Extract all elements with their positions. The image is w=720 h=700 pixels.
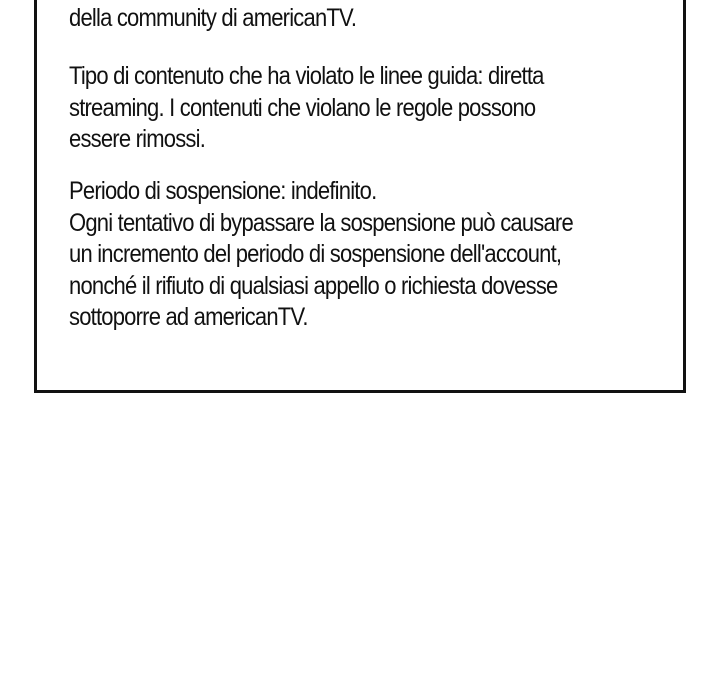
notice-line: della community di americanTV. <box>69 3 357 32</box>
notice-line: nonché il rifiuto di qualsiasi appello o richiesta dovesse <box>69 271 558 300</box>
notice-line: streaming. I contenuti che violano le regole possono <box>69 93 536 122</box>
notice-line: Ogni tentativo di bypassare la sospensione può causare <box>69 208 573 237</box>
suspension-period-paragraph <box>69 176 597 334</box>
violation-type-paragraph <box>69 61 597 156</box>
notice-cut-paragraph <box>69 0 597 34</box>
notice-line: Tipo di contenuto che ha violato le linee guida: diretta <box>69 62 544 90</box>
notice-line: sottoporre ad americanTV. <box>69 303 308 331</box>
notice-line: Periodo di sospensione: indefinito. <box>69 177 377 205</box>
notice-line: essere rimossi. <box>69 125 206 153</box>
notice-line: un incremento del periodo di sospensione dell'account, <box>69 240 562 268</box>
